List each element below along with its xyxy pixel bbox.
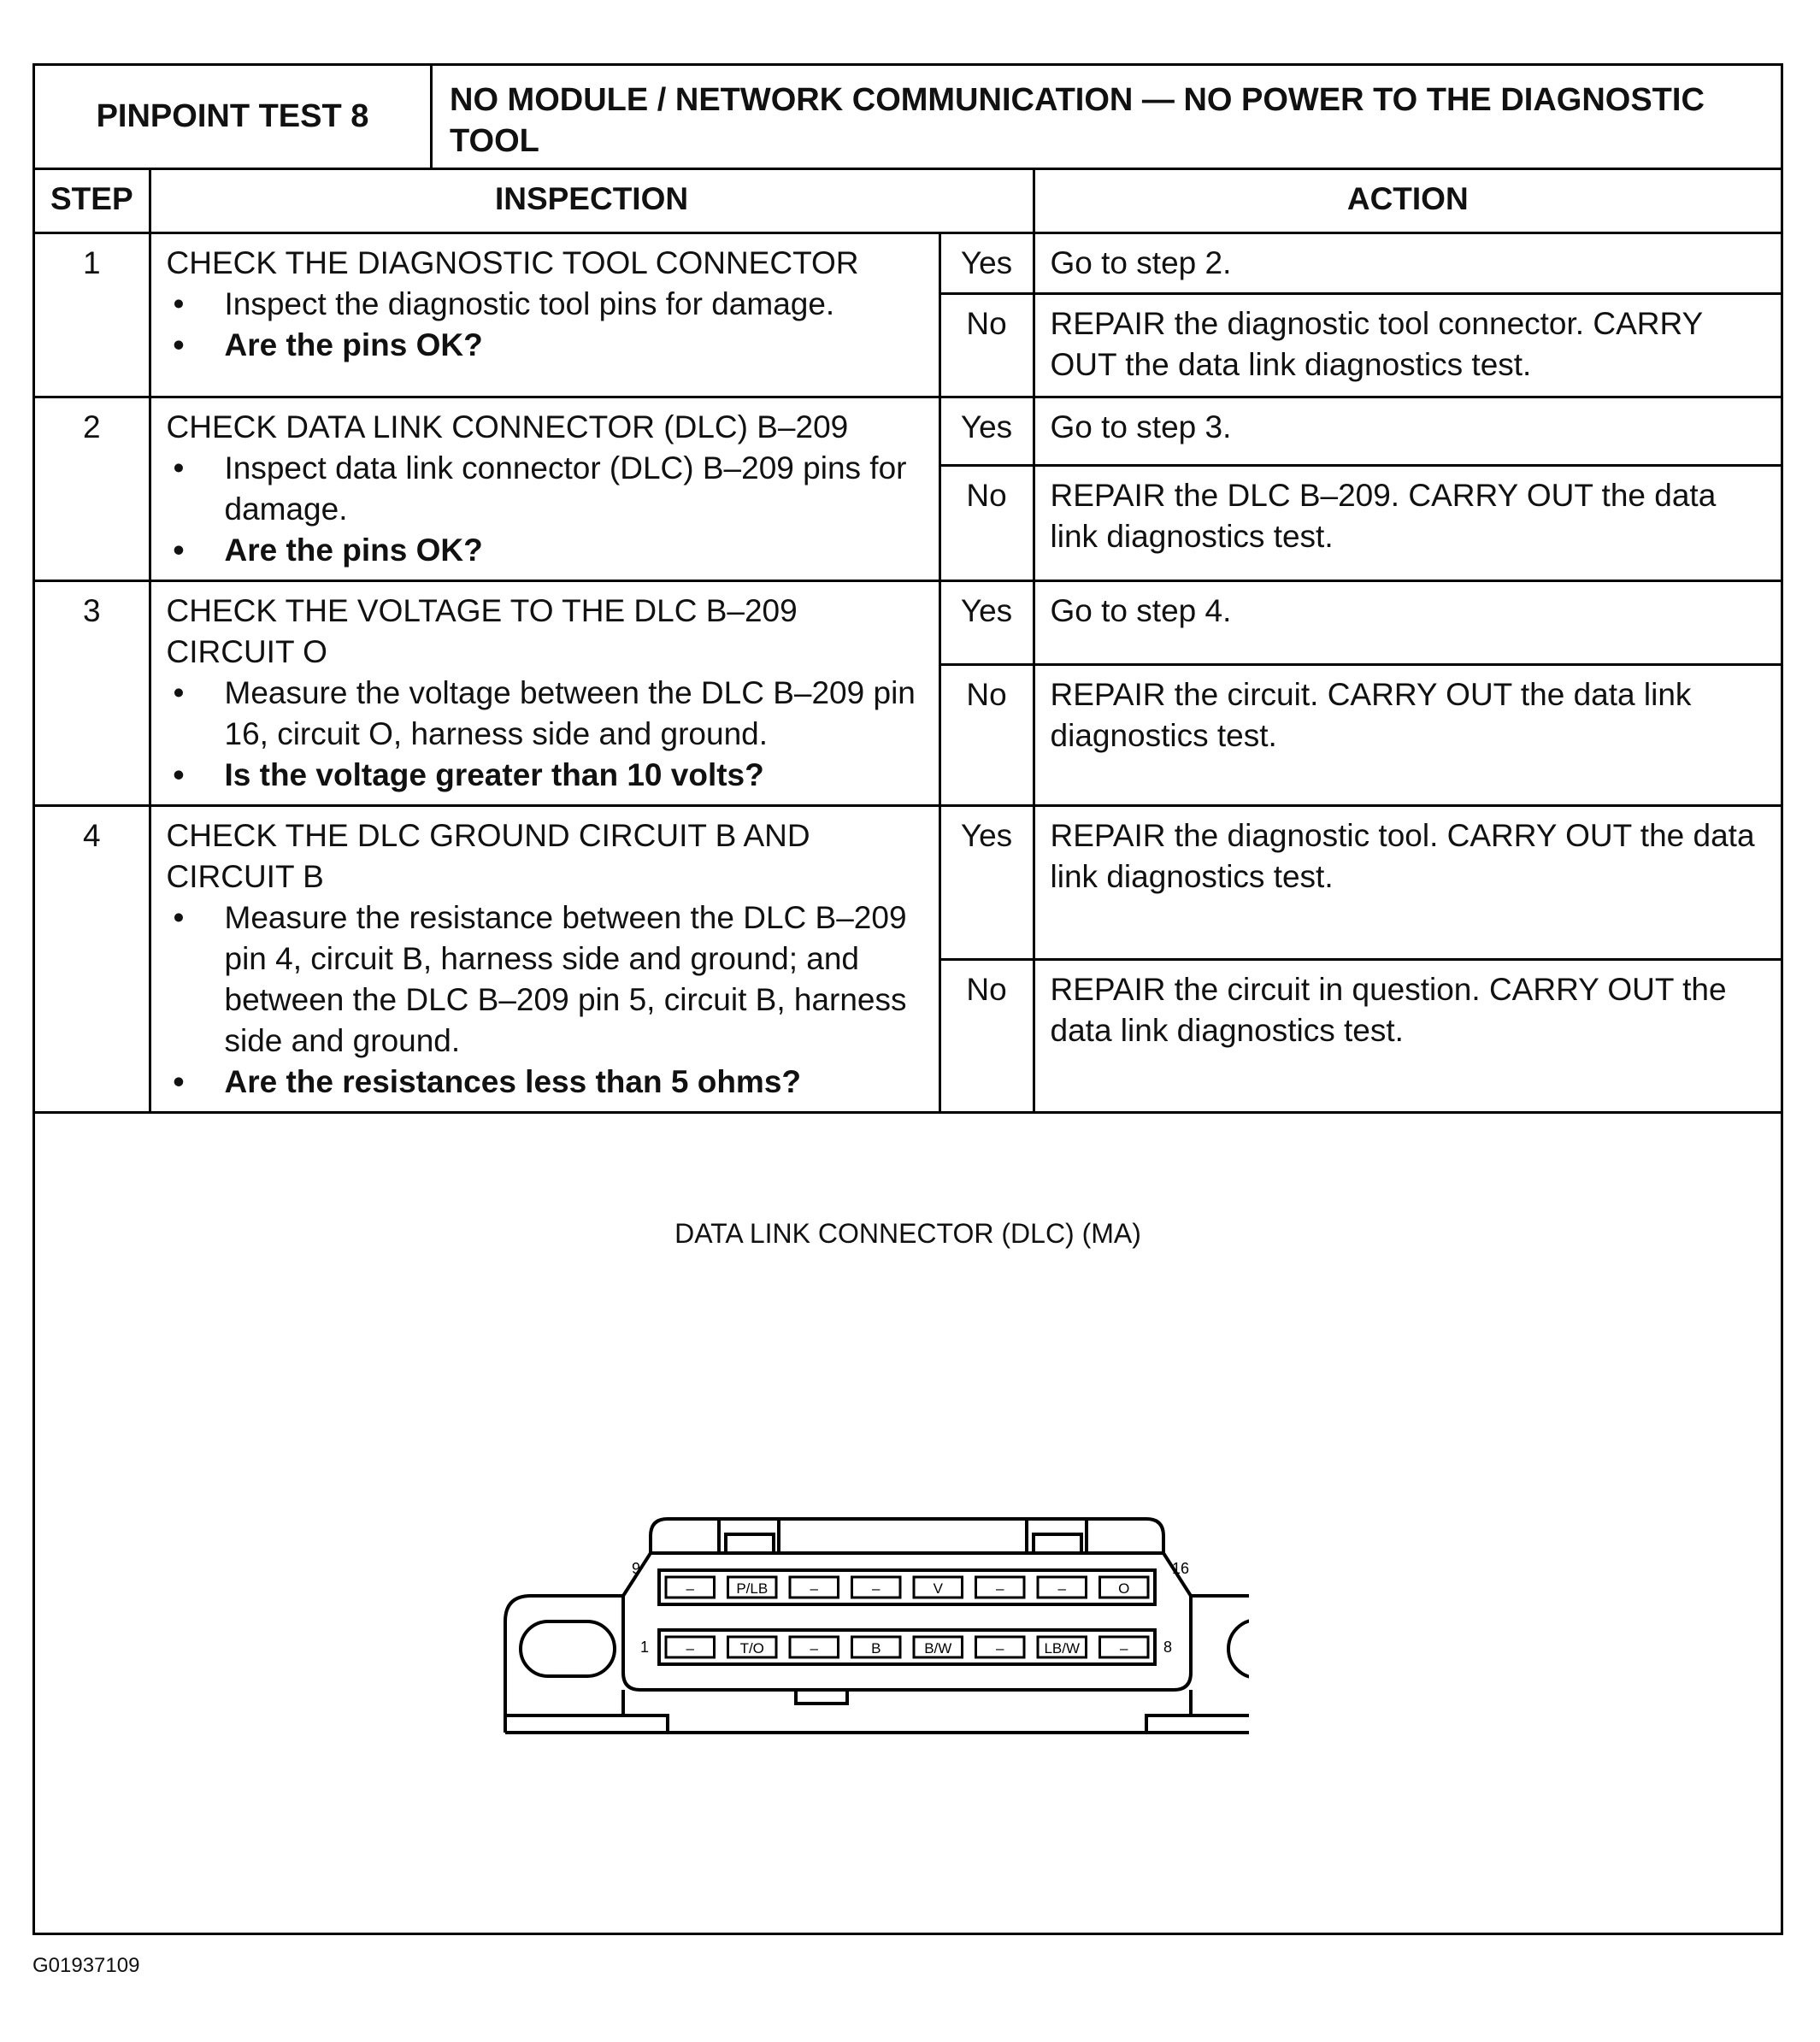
pin-label: V	[933, 1580, 943, 1597]
no-label: No	[939, 294, 1034, 397]
inspection-cell	[150, 581, 939, 806]
inspection-question: • Are the resistances less than 5 ohms?	[167, 1062, 923, 1103]
test-title: NO MODULE / NETWORK COMMUNICATION — NO POWER TO THE DIAGNOSTIC TOOL	[450, 82, 1705, 159]
step-number: 1	[35, 233, 150, 397]
step-number: 4	[35, 806, 150, 1113]
table-row	[35, 397, 1781, 466]
inspection-question: • Are the pins OK?	[167, 325, 923, 366]
test-header	[35, 66, 1781, 170]
dlc-connector-diagram	[497, 1485, 1249, 1784]
pin-label: –	[996, 1580, 1004, 1597]
pin-number-label: 16	[1172, 1560, 1190, 1577]
pin-label: –	[686, 1580, 694, 1597]
inspection-bullet: • Measure the resistance between the DLC B–209 pin 4, circuit B, harness side and ground; and between the DLC B–209 pin 5, circuit B, harness side and ground.	[167, 897, 923, 1062]
step-number: 3	[35, 581, 150, 806]
yes-label: Yes	[939, 233, 1034, 294]
inspection-bullet: • Measure the voltage between the DLC B–209 pin 16, circuit O, harness side and ground.	[167, 673, 923, 755]
inspection-question: • Are the pins OK?	[167, 530, 923, 571]
pin-number-label: 9	[632, 1560, 641, 1577]
pin-label: –	[686, 1640, 694, 1657]
column-header-row	[35, 170, 1781, 233]
column-header-action: ACTION	[1034, 170, 1781, 233]
pin-label: –	[810, 1580, 818, 1597]
inspection-title: CHECK THE VOLTAGE TO THE DLC B–209 CIRCUIT O	[166, 593, 798, 669]
table-row	[35, 233, 1781, 294]
inspection-bullet: • Inspect data link connector (DLC) B–209 pins for damage.	[167, 448, 923, 530]
step-number: 2	[35, 397, 150, 581]
no-label: No	[939, 665, 1034, 806]
pin-label: –	[1120, 1640, 1128, 1657]
pin-number-label: 8	[1163, 1639, 1173, 1656]
test-label: PINPOINT TEST 8	[35, 66, 433, 168]
pin-label: B/W	[924, 1640, 952, 1657]
yes-action: Go to step 2.	[1034, 233, 1781, 294]
pin-label: –	[1057, 1580, 1066, 1597]
no-label: No	[939, 959, 1034, 1113]
no-action: REPAIR the diagnostic tool connector. CARRY OUT the data link diagnostics test.	[1034, 294, 1781, 397]
column-header-inspection: INSPECTION	[150, 170, 1034, 233]
inspection-cell	[150, 397, 939, 581]
pinpoint-test-sheet	[32, 63, 1783, 1935]
pin-label: P/LB	[736, 1580, 769, 1597]
pin-label: B	[871, 1640, 881, 1657]
pin-number-label: 1	[640, 1639, 650, 1656]
yes-action: Go to step 4.	[1034, 581, 1781, 665]
pin-label: LB/W	[1044, 1640, 1081, 1657]
inspection-title: CHECK THE DIAGNOSTIC TOOL CONNECTOR	[166, 245, 859, 280]
document-id: G01937109	[32, 1954, 140, 1977]
pin-label: O	[1118, 1580, 1130, 1597]
yes-label: Yes	[939, 581, 1034, 665]
inspection-bullet: • Inspect the diagnostic tool pins for damage.	[167, 284, 923, 325]
diagram-title: DATA LINK CONNECTOR (DLC) (MA)	[674, 1218, 1141, 1249]
inspection-cell	[150, 806, 939, 1113]
no-label: No	[939, 466, 1034, 581]
pin-label: –	[996, 1640, 1004, 1657]
pinpoint-test-table	[35, 170, 1781, 1114]
yes-action: REPAIR the diagnostic tool. CARRY OUT the data link diagnostics test.	[1034, 806, 1781, 960]
column-header-step: STEP	[35, 170, 150, 233]
no-action: REPAIR the DLC B–209. CARRY OUT the data link diagnostics test.	[1034, 466, 1781, 581]
yes-label: Yes	[939, 397, 1034, 466]
yes-label: Yes	[939, 806, 1034, 960]
inspection-cell	[150, 233, 939, 397]
pin-label: –	[810, 1640, 818, 1657]
yes-action: Go to step 3.	[1034, 397, 1781, 466]
inspection-question: • Is the voltage greater than 10 volts?	[167, 755, 923, 796]
pin-label: –	[872, 1580, 881, 1597]
inspection-title: CHECK THE DLC GROUND CIRCUIT B AND CIRCUIT B	[166, 818, 810, 894]
pin-label: T/O	[739, 1640, 764, 1657]
no-action: REPAIR the circuit. CARRY OUT the data link diagnostics test.	[1034, 665, 1781, 806]
inspection-title: CHECK DATA LINK CONNECTOR (DLC) B–209	[166, 409, 849, 444]
table-row	[35, 806, 1781, 960]
no-action: REPAIR the circuit in question. CARRY OUT the data link diagnostics test.	[1034, 959, 1781, 1113]
table-row	[35, 581, 1781, 665]
